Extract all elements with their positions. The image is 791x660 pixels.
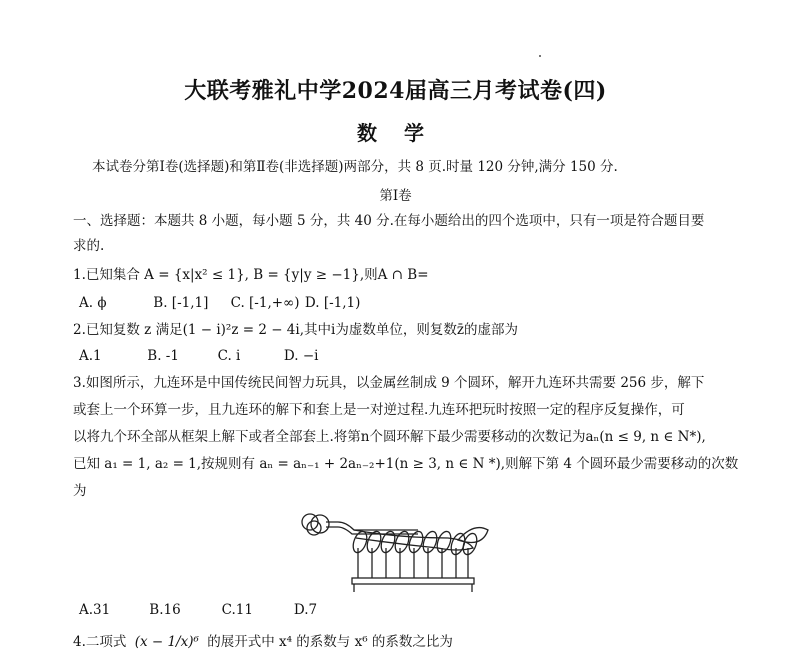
q3-line-2: 或套上一个环算一步，且九连环的解下和套上是一对逆过程.九连环把玩时按照一定的程序反复操作，可 [73,402,685,418]
q3-option-c: C.11 [221,602,253,618]
nine-linked-rings-figure [298,508,494,596]
q3-option-b: B.16 [149,602,181,618]
intro-text: 本试卷分第Ⅰ卷(选择题)和第Ⅱ卷(非选择题)两部分，共 8 页.时量 120 分钟,满分 150 分. [92,159,618,175]
q3-line-5: 为 [73,483,87,499]
section-line-1: 一、选择题：本题共 8 小题，每小题 5 分，共 40 分.在每小题给出的四个选项中，只有一项是符合题目要 [73,213,705,229]
q3-line-1: 3.如图所示，九连环是中国传统民间智力玩具，以金属丝制成 9 个圆环，解开九连环共需要 256 步，解下 [73,375,705,391]
part-heading: 第Ⅰ卷 [379,188,412,204]
q1-option-a: A. ϕ [79,295,107,311]
q2-option-b: B. -1 [147,348,179,364]
q3-line-4: 已知 a₁ = 1, a₂ = 1,按规则有 aₙ = aₙ₋₁ + 2aₙ₋₂+1(n ≥ 3, n ∈ N *),则解下第 4 个圆环最少需要移动的次数 [73,456,739,472]
q4-stem-before: 4.二项式 [73,634,127,650]
q3-option-a: A.31 [79,602,111,618]
page-title: 大联考雅礼中学2024届高三月考试卷(四) [184,78,607,104]
subject-title: 数 学 [357,121,434,145]
q3-line-3: 以将九个环全部从框架上解下或者全部套上.将第n个圆环解下最少需要移动的次数记为aₙ(n ≤ 9, n ∈ N*), [73,429,706,445]
q4-expression: (x − 1/x)⁶ [134,634,199,650]
q1-option-d: D. [-1,1) [304,295,361,311]
q3-option-d: D.7 [293,602,318,618]
q4-stem-after: 的展开式中 x⁴ 的系数与 x⁶ 的系数之比为 [207,634,453,650]
q3-options [79,600,317,620]
q2-option-a: A.1 [79,348,102,364]
q4-stem [73,632,453,652]
q1-options [79,293,360,313]
q1-option-b: B. [-1,1] [153,295,209,311]
section-line-2: 求的. [73,238,105,254]
q1-option-c: C. [-1,+∞) [230,295,300,311]
q2-option-d: D. −i [283,348,319,364]
speck [539,55,541,57]
q1-stem: 1.已知集合 A = {x|x² ≤ 1}, B = {y|y ≥ −1},则A ∩ B= [73,267,429,283]
q2-option-c: C. i [217,348,241,364]
q2-stem: 2.已知复数 z 满足(1 − i)²z = 2 − 4i,其中i为虚数单位，则复数z̄的虚部为 [73,322,518,338]
q2-options [79,346,318,366]
